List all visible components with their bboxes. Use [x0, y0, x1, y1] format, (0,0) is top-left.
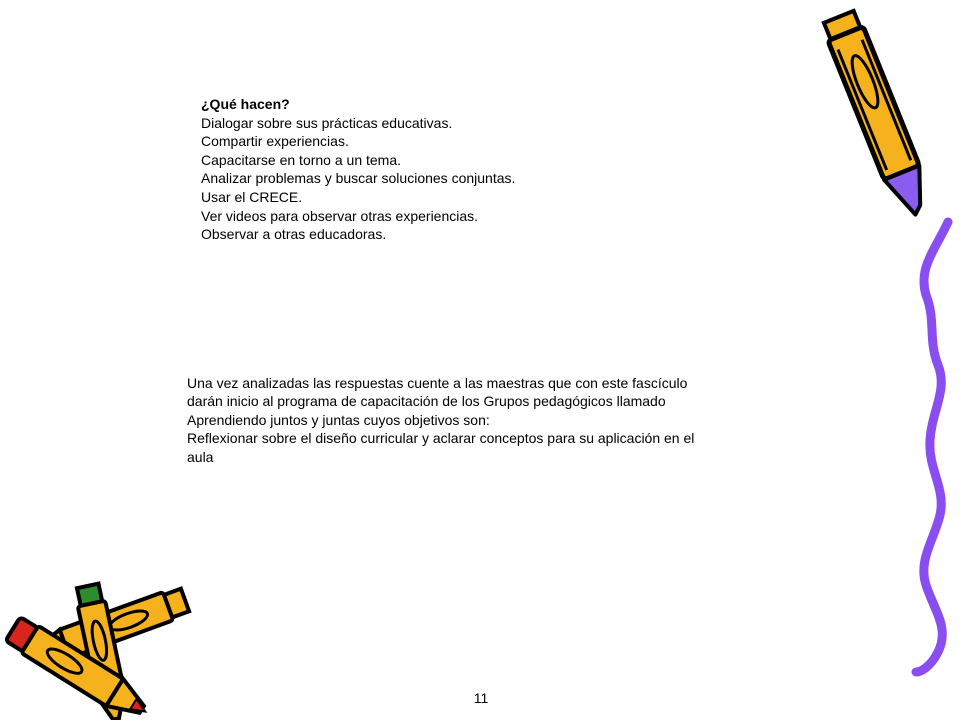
paragraph-line: darán inicio al programa de capacitación de los Grupos pedagógicos llamado [187, 393, 666, 410]
page-number: 11 [473, 690, 489, 706]
paragraph-line: Reflexionar sobre el diseño curricular y aclarar conceptos para su aplicación en el [187, 430, 695, 447]
paragraph-line: aula [187, 448, 214, 465]
pencils-icon [4, 583, 190, 720]
question-item: Capacitarse en torno a un tema. [201, 151, 402, 168]
scribble-line-icon [916, 222, 948, 672]
instruction-paragraph [187, 374, 787, 466]
question-item: Analizar problemas y buscar soluciones conjuntas. [201, 170, 516, 187]
question-item: Usar el CRECE. [201, 188, 303, 205]
question-item: Compartir experiencias. [201, 133, 349, 150]
paragraph-line: Una vez analizadas las respuestas cuente a las maestras que con este fascículo [187, 375, 688, 391]
paragraph-line: Aprendiendo juntos y juntas cuyos objetivos son: [187, 411, 490, 428]
question-item: Observar a otras educadoras. [201, 226, 387, 243]
question-section [201, 95, 761, 244]
question-item: Ver videos para observar otras experiencias. [201, 207, 479, 224]
question-item: Dialogar sobre sus prácticas educativas. [201, 114, 453, 131]
pencil-icon [821, 10, 936, 221]
question-heading: ¿Qué hacen? [201, 96, 290, 112]
